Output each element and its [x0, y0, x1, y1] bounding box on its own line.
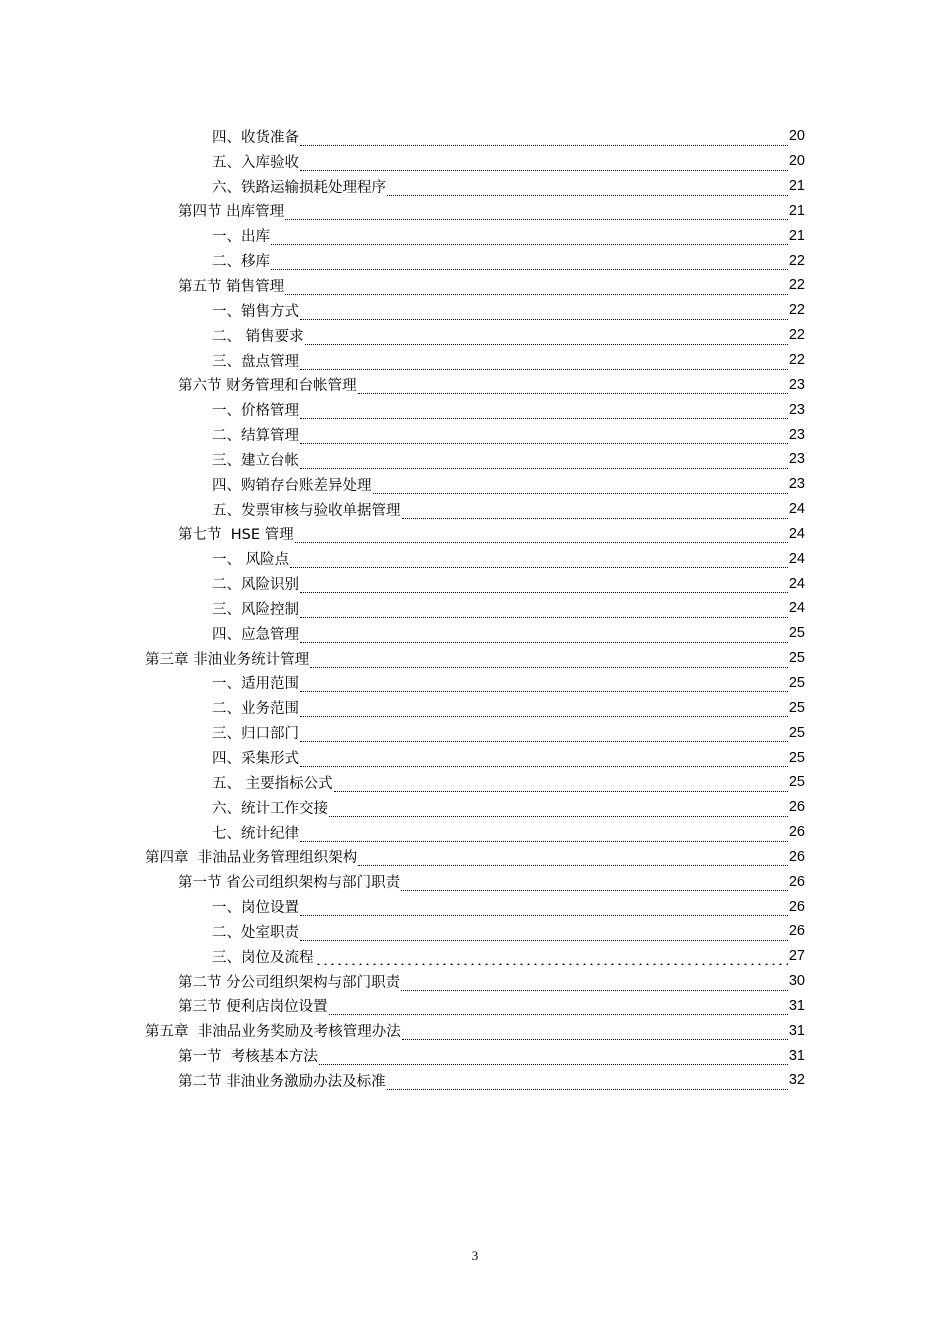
toc-entry-page-number: 31	[788, 997, 805, 1014]
toc-entry-title: 第二节 分公司组织架构与部门职责	[178, 974, 401, 991]
toc-entry-title: 四、采集形式	[212, 751, 299, 768]
toc-entry[interactable]	[0, 248, 950, 273]
toc-entry-title: 五、 主要指标公式	[212, 775, 333, 792]
dot-leader	[300, 603, 788, 618]
toc-entry-title: 三、建立台帐	[212, 452, 299, 469]
toc-entry[interactable]	[0, 1018, 950, 1043]
toc-entry[interactable]	[0, 223, 950, 248]
toc-entry-page-number: 23	[788, 376, 805, 393]
dot-leader	[300, 827, 788, 842]
toc-entry-page-number: 23	[788, 426, 805, 443]
toc-entry[interactable]	[0, 646, 950, 671]
dot-leader	[300, 677, 788, 692]
dot-leader	[271, 230, 788, 245]
dot-leader	[401, 976, 788, 991]
toc-entry[interactable]	[0, 199, 950, 224]
toc-entry[interactable]	[0, 944, 950, 969]
toc-entry-title: 二、风险识别	[212, 577, 299, 594]
toc-entry[interactable]	[0, 844, 950, 869]
dot-leader	[300, 355, 788, 370]
toc-entry[interactable]	[0, 820, 950, 845]
dot-leader	[402, 504, 788, 519]
toc-entry[interactable]	[0, 298, 950, 323]
toc-entry-title: 五、发票审核与验收单据管理	[212, 502, 401, 519]
toc-entry-title: 第四节 出库管理	[178, 204, 285, 221]
toc-entry-page-number: 27	[788, 948, 805, 965]
toc-entry-page-number: 23	[788, 401, 805, 418]
toc-entry[interactable]	[0, 372, 950, 397]
dot-leader	[305, 330, 788, 345]
toc-entry[interactable]	[0, 795, 950, 820]
toc-entry[interactable]	[0, 348, 950, 373]
toc-entry[interactable]	[0, 671, 950, 696]
toc-entry-page-number: 25	[788, 774, 805, 791]
toc-entry-title: 二、 销售要求	[212, 328, 304, 345]
dot-leader	[300, 131, 788, 146]
toc-entry-title: 一、岗位设置	[212, 900, 299, 917]
toc-entry[interactable]	[0, 695, 950, 720]
toc-entry[interactable]	[0, 969, 950, 994]
dot-leader	[387, 1075, 788, 1090]
dot-leader	[329, 1000, 788, 1015]
toc-entry[interactable]	[0, 720, 950, 745]
toc-entry-page-number: 25	[788, 650, 805, 667]
toc-entry[interactable]	[0, 894, 950, 919]
toc-entry[interactable]	[0, 1068, 950, 1093]
toc-entry-title: 第七节 HSE 管理	[178, 527, 294, 544]
dot-leader	[285, 205, 788, 220]
dot-leader	[402, 1025, 788, 1040]
toc-entry-page-number: 25	[788, 699, 805, 716]
toc-entry-page-number: 21	[788, 178, 805, 195]
dot-leader	[300, 578, 788, 593]
toc-entry-page-number: 21	[788, 202, 805, 219]
dot-leader	[358, 851, 788, 866]
toc-entry-title: 三、岗位及流程	[212, 949, 314, 966]
toc-entry-page-number: 23	[788, 476, 805, 493]
toc-entry-page-number: 22	[788, 327, 805, 344]
toc-entry[interactable]	[0, 124, 950, 149]
dot-leader	[329, 802, 788, 817]
toc-entry-page-number: 26	[788, 898, 805, 915]
toc-entry-title: 一、 风险点	[212, 552, 290, 569]
dot-leader	[300, 901, 788, 916]
toc-entry-title: 第一节 省公司组织架构与部门职责	[178, 875, 401, 892]
toc-entry-page-number: 26	[788, 873, 805, 890]
toc-entry-title: 第三节 便利店岗位设置	[178, 999, 328, 1016]
toc-entry-page-number: 32	[788, 1072, 805, 1089]
dot-leader	[290, 553, 788, 568]
toc-entry-title: 四、收货准备	[212, 129, 299, 146]
toc-entry[interactable]	[0, 422, 950, 447]
toc-entry-title: 三、归口部门	[212, 726, 299, 743]
page-number: 3	[471, 1248, 479, 1263]
dot-leader	[319, 1050, 788, 1065]
toc-entry-title: 二、处室职责	[212, 924, 299, 941]
toc-entry[interactable]	[0, 621, 950, 646]
toc-entry[interactable]	[0, 522, 950, 547]
toc-entry-page-number: 22	[788, 277, 805, 294]
toc-entry-page-number: 20	[788, 153, 805, 170]
toc-entry-title: 一、销售方式	[212, 303, 299, 320]
toc-entry-title: 三、风险控制	[212, 601, 299, 618]
dot-leader	[295, 528, 788, 543]
toc-entry-page-number: 22	[788, 252, 805, 269]
toc-entry[interactable]	[0, 571, 950, 596]
toc-entry[interactable]	[0, 174, 950, 199]
toc-entry[interactable]	[0, 447, 950, 472]
toc-entry[interactable]	[0, 472, 950, 497]
toc-entry[interactable]	[0, 919, 950, 944]
toc-entry-page-number: 26	[788, 848, 805, 865]
toc-entry[interactable]	[0, 273, 950, 298]
dot-leader	[300, 454, 788, 469]
toc-entry-page-number: 24	[788, 525, 805, 542]
toc-entry[interactable]	[0, 745, 950, 770]
toc-entry-title: 一、出库	[212, 229, 270, 246]
toc-entry-page-number: 30	[788, 973, 805, 990]
toc-entry-page-number: 24	[788, 501, 805, 518]
toc-entry[interactable]	[0, 1043, 950, 1068]
toc-entry[interactable]	[0, 770, 950, 795]
toc-entry-title: 三、盘点管理	[212, 353, 299, 370]
toc-entry-page-number: 20	[788, 128, 805, 145]
toc-entry-title: 四、应急管理	[212, 626, 299, 643]
toc-entry[interactable]	[0, 869, 950, 894]
dot-leader	[271, 255, 788, 270]
dot-leader	[300, 702, 788, 717]
toc-entry[interactable]	[0, 323, 950, 348]
toc-entry-title: 六、铁路运输损耗处理程序	[212, 179, 386, 196]
toc-entry-page-number: 21	[788, 227, 805, 244]
dot-leader	[300, 926, 788, 941]
dot-leader	[358, 379, 788, 394]
toc-entry-page-number: 23	[788, 451, 805, 468]
toc-entry-title: 二、结算管理	[212, 428, 299, 445]
dot-leader	[315, 951, 788, 965]
dot-leader	[285, 280, 788, 295]
dot-leader	[300, 305, 788, 320]
toc-entry-page-number: 25	[788, 625, 805, 642]
toc-entry-title: 第五节 销售管理	[178, 278, 285, 295]
toc-entry-page-number: 26	[788, 799, 805, 816]
dot-leader	[300, 404, 788, 419]
dot-leader	[300, 429, 788, 444]
toc-entry-title: 七、统计纪律	[212, 825, 299, 842]
toc-entry-title: 第五章 非油品业务奖励及考核管理办法	[145, 1024, 401, 1041]
toc-entry-page-number: 31	[788, 1047, 805, 1064]
toc-entry[interactable]	[0, 546, 950, 571]
dot-leader	[300, 156, 788, 171]
toc-entry-title: 第一节 考核基本方法	[178, 1049, 318, 1066]
toc-entry[interactable]	[0, 596, 950, 621]
dot-leader	[300, 727, 788, 742]
toc-entry-title: 六、统计工作交接	[212, 800, 328, 817]
toc-entry[interactable]	[0, 497, 950, 522]
toc-entry-page-number: 25	[788, 749, 805, 766]
toc-entry-title: 第二节 非油业务激励办法及标准	[178, 1073, 386, 1090]
toc-entry-page-number: 26	[788, 923, 805, 940]
toc-entry[interactable]	[0, 397, 950, 422]
toc-entry-page-number: 22	[788, 352, 805, 369]
toc-entry-title: 五、入库验收	[212, 154, 299, 171]
toc-entry-page-number: 25	[788, 724, 805, 741]
toc-entry-page-number: 24	[788, 550, 805, 567]
toc-entry[interactable]	[0, 149, 950, 174]
toc-entry-title: 一、适用范围	[212, 676, 299, 693]
toc-entry-title: 第三章 非油业务统计管理	[145, 651, 310, 668]
toc-entry-title: 二、业务范围	[212, 701, 299, 718]
toc-entry-title: 一、价格管理	[212, 403, 299, 420]
dot-leader	[334, 777, 788, 792]
dot-leader	[373, 479, 788, 494]
toc-entry-page-number: 22	[788, 302, 805, 319]
dot-leader	[300, 628, 788, 643]
toc-entry-title: 二、移库	[212, 254, 270, 271]
toc-entry-title: 第六节 财务管理和台帐管理	[178, 378, 357, 395]
dot-leader	[387, 181, 788, 196]
toc-entry-page-number: 24	[788, 600, 805, 617]
dot-leader	[401, 876, 788, 891]
dot-leader	[300, 752, 788, 767]
toc-entry-page-number: 24	[788, 575, 805, 592]
toc-entry[interactable]	[0, 994, 950, 1019]
toc-entry-page-number: 26	[788, 824, 805, 841]
toc-entry-page-number: 25	[788, 674, 805, 691]
toc-entry-title: 第四章 非油品业务管理组织架构	[145, 850, 358, 867]
table-of-contents	[0, 124, 950, 1093]
dot-leader	[310, 653, 788, 668]
toc-entry-page-number: 31	[788, 1022, 805, 1039]
toc-entry-title: 四、购销存台账差异处理	[212, 477, 372, 494]
